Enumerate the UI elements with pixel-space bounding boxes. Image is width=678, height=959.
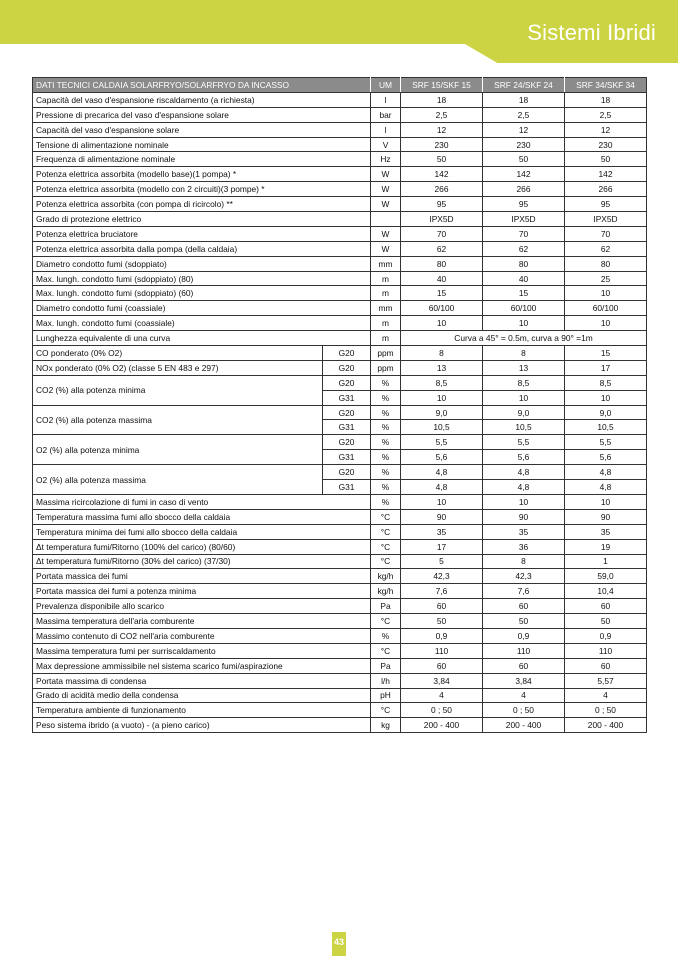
value-cell: 5,6 [565,450,647,465]
value-cell: 80 [565,256,647,271]
value-cell: 90 [401,509,483,524]
unit: Hz [371,152,401,167]
row-label: Portata massima di condensa [33,673,371,688]
merged-value-cell: Curva a 45° = 0.5m, curva a 90° =1m [401,331,647,346]
technical-data-table [32,77,647,733]
value-cell: 230 [483,137,565,152]
value-cell: 4,8 [565,465,647,480]
page-title: Sistemi Ibridi [527,20,656,45]
table-row [33,524,647,539]
row-label: Potenza elettrica assorbita (modello base)(1 pompa) * [33,167,371,182]
value-cell: 25 [565,271,647,286]
table-row [33,465,647,480]
row-label: Portata massica dei fumi [33,569,371,584]
table-row [33,316,647,331]
table-row [33,241,647,256]
value-cell: 9,0 [401,405,483,420]
row-label: Grado di protezione elettrico [33,212,371,227]
value-cell: IPX5D [565,212,647,227]
unit: l [371,92,401,107]
value-cell: 42,3 [401,569,483,584]
value-cell: IPX5D [483,212,565,227]
unit: % [371,435,401,450]
table-row [33,137,647,152]
value-cell: 13 [483,360,565,375]
value-cell: 10 [401,316,483,331]
unit [371,212,401,227]
gas-type: G31 [323,480,371,495]
unit: % [371,465,401,480]
unit: % [371,405,401,420]
unit: % [371,420,401,435]
unit: mm [371,256,401,271]
value-cell: 266 [565,182,647,197]
value-cell: 4 [565,688,647,703]
table-row [33,167,647,182]
row-label: Diametro condotto fumi (sdoppiato) [33,256,371,271]
table-row [33,182,647,197]
value-cell: 4 [483,688,565,703]
row-label: Portata massica dei fumi a potenza minima [33,584,371,599]
unit: % [371,480,401,495]
value-cell: 3,84 [483,673,565,688]
unit: kg [371,718,401,733]
unit: °C [371,524,401,539]
table-row [33,658,647,673]
value-cell: 17 [401,539,483,554]
row-label: Max. lungh. condotto fumi (sdoppiato) (80) [33,271,371,286]
unit: V [371,137,401,152]
value-cell: 50 [565,614,647,629]
row-label: Tensione di alimentazione nominale [33,137,371,152]
row-label: O2 (%) alla potenza massima [33,465,323,495]
value-cell: 62 [483,241,565,256]
value-cell: 80 [401,256,483,271]
table-row [33,509,647,524]
unit: °C [371,614,401,629]
unit: mm [371,301,401,316]
value-cell: 3,84 [401,673,483,688]
unit: % [371,450,401,465]
value-cell: 5,6 [483,450,565,465]
value-cell: 90 [483,509,565,524]
table-row [33,569,647,584]
row-label: Potenza elettrica bruciatore [33,226,371,241]
unit: W [371,197,401,212]
value-cell: 230 [401,137,483,152]
value-cell: 8,5 [401,375,483,390]
gas-type: G20 [323,465,371,480]
unit: ppm [371,346,401,361]
table-row [33,584,647,599]
table-row [33,226,647,241]
unit: pH [371,688,401,703]
value-cell: 10,5 [565,420,647,435]
value-cell: 0 ; 50 [401,703,483,718]
table-row [33,152,647,167]
value-cell: 70 [483,226,565,241]
value-cell: 10 [401,390,483,405]
unit: l/h [371,673,401,688]
value-cell: 5,5 [565,435,647,450]
value-cell: 142 [565,167,647,182]
unit: % [371,390,401,405]
value-cell: 0,9 [401,628,483,643]
row-label: Pressione di precarica del vaso d'espansione solare [33,107,371,122]
value-cell: 35 [483,524,565,539]
value-cell: 5 [401,554,483,569]
value-cell: 15 [401,286,483,301]
value-cell: IPX5D [401,212,483,227]
value-cell: 110 [401,643,483,658]
table-row [33,718,647,733]
gas-type: G20 [323,435,371,450]
row-label: Potenza elettrica assorbita dalla pompa (della caldaia) [33,241,371,256]
table-row [33,271,647,286]
value-cell: 8 [483,554,565,569]
unit: % [371,494,401,509]
value-cell: 70 [401,226,483,241]
unit: Pa [371,599,401,614]
value-cell: 18 [565,92,647,107]
unit: °C [371,703,401,718]
value-cell: 10 [565,390,647,405]
table-row [33,122,647,137]
table-row [33,539,647,554]
value-cell: 95 [483,197,565,212]
row-label: O2 (%) alla potenza minima [33,435,323,465]
header-cell: UM [371,78,401,93]
value-cell: 70 [565,226,647,241]
value-cell: 10 [483,390,565,405]
value-cell: 9,0 [565,405,647,420]
unit: W [371,241,401,256]
value-cell: 0,9 [565,628,647,643]
table-row [33,703,647,718]
table-row [33,375,647,390]
value-cell: 60 [565,599,647,614]
header-cell: DATI TECNICI CALDAIA SOLARFRYO/SOLARFRYO DA INCASSO [33,78,371,93]
value-cell: 4,8 [483,480,565,495]
value-cell: 60/100 [565,301,647,316]
page-number: 43 [332,932,346,956]
value-cell: 5,6 [401,450,483,465]
value-cell: 142 [483,167,565,182]
header-cell: SRF 15/SKF 15 [401,78,483,93]
row-label: Grado di acidità medio della condensa [33,688,371,703]
row-label: Prevalenza disponibile allo scarico [33,599,371,614]
table-row [33,286,647,301]
table-row [33,494,647,509]
value-cell: 60 [401,658,483,673]
row-label: Massima temperatura dell'aria comburente [33,614,371,629]
value-cell: 60/100 [483,301,565,316]
table-row [33,628,647,643]
value-cell: 8,5 [483,375,565,390]
value-cell: 35 [401,524,483,539]
row-label: Capacità del vaso d'espansione solare [33,122,371,137]
value-cell: 62 [401,241,483,256]
table-row [33,673,647,688]
value-cell: 50 [483,152,565,167]
row-label: Peso sistema ibrido (a vuoto) - (a pieno carico) [33,718,371,733]
unit: % [371,628,401,643]
table-row [33,107,647,122]
value-cell: 0 ; 50 [483,703,565,718]
value-cell: 95 [401,197,483,212]
row-label: Δt temperatura fumi/Ritorno (100% del carico) (80/60) [33,539,371,554]
row-label: Potenza elettrica assorbita (con pompa di ricircolo) ** [33,197,371,212]
value-cell: 50 [401,614,483,629]
value-cell: 5,5 [483,435,565,450]
value-cell: 60/100 [401,301,483,316]
table-row [33,212,647,227]
table-row [33,92,647,107]
row-label: CO2 (%) alla potenza minima [33,375,323,405]
value-cell: 10,4 [565,584,647,599]
value-cell: 0,9 [483,628,565,643]
unit: kg/h [371,584,401,599]
value-cell: 59,0 [565,569,647,584]
value-cell: 8 [483,346,565,361]
value-cell: 12 [401,122,483,137]
value-cell: 2,5 [565,107,647,122]
table-row [33,197,647,212]
gas-type: G31 [323,390,371,405]
unit: °C [371,554,401,569]
unit: °C [371,643,401,658]
value-cell: 4,8 [401,480,483,495]
value-cell: 15 [483,286,565,301]
table-row [33,554,647,569]
value-cell: 50 [401,152,483,167]
table-row [33,346,647,361]
table-row [33,614,647,629]
value-cell: 13 [401,360,483,375]
gas-type: G31 [323,450,371,465]
row-label: Capacità del vaso d'espansione riscaldamento (a richiesta) [33,92,371,107]
value-cell: 60 [483,658,565,673]
value-cell: 90 [565,509,647,524]
value-cell: 200 - 400 [483,718,565,733]
unit: Pa [371,658,401,673]
value-cell: 5,57 [565,673,647,688]
value-cell: 50 [483,614,565,629]
row-label: Max. lungh. condotto fumi (sdoppiato) (60) [33,286,371,301]
value-cell: 15 [565,346,647,361]
value-cell: 17 [565,360,647,375]
value-cell: 42,3 [483,569,565,584]
unit: l [371,122,401,137]
unit: % [371,375,401,390]
value-cell: 2,5 [483,107,565,122]
row-label: Temperatura ambiente di funzionamento [33,703,371,718]
value-cell: 7,6 [483,584,565,599]
row-label: Max depressione ammissibile nel sistema scarico fumi/aspirazione [33,658,371,673]
value-cell: 62 [565,241,647,256]
table-row [33,301,647,316]
table-row [33,360,647,375]
value-cell: 50 [565,152,647,167]
gas-type: G20 [323,346,371,361]
value-cell: 2,5 [401,107,483,122]
gas-type: G20 [323,375,371,390]
value-cell: 10 [565,316,647,331]
row-label: Temperatura minima dei fumi allo sbocco della caldaia [33,524,371,539]
gas-type: G20 [323,360,371,375]
unit: m [371,271,401,286]
table-row [33,405,647,420]
row-label: Lunghezza equivalente di una curva [33,331,371,346]
table-row [33,435,647,450]
value-cell: 35 [565,524,647,539]
row-label: Massimo contenuto di CO2 nell'aria comburente [33,628,371,643]
value-cell: 266 [401,182,483,197]
unit: bar [371,107,401,122]
value-cell: 12 [483,122,565,137]
value-cell: 4,8 [401,465,483,480]
value-cell: 12 [565,122,647,137]
unit: W [371,182,401,197]
value-cell: 10 [401,494,483,509]
value-cell: 0 ; 50 [565,703,647,718]
unit: m [371,286,401,301]
value-cell: 10,5 [483,420,565,435]
value-cell: 9,0 [483,405,565,420]
value-cell: 19 [565,539,647,554]
row-label: CO2 (%) alla potenza massima [33,405,323,435]
value-cell: 95 [565,197,647,212]
table-row [33,599,647,614]
row-label: Frequenza di alimentazione nominale [33,152,371,167]
value-cell: 200 - 400 [565,718,647,733]
row-label: Max. lungh. condotto fumi (coassiale) [33,316,371,331]
value-cell: 10 [565,494,647,509]
value-cell: 10 [565,286,647,301]
value-cell: 4,8 [483,465,565,480]
value-cell: 110 [483,643,565,658]
unit: W [371,226,401,241]
unit: m [371,316,401,331]
value-cell: 142 [401,167,483,182]
value-cell: 8 [401,346,483,361]
value-cell: 110 [565,643,647,658]
unit: kg/h [371,569,401,584]
value-cell: 80 [483,256,565,271]
row-label: NOx ponderato (0% O2) (classe 5 EN 483 e 297) [33,360,323,375]
row-label: Temperatura massima fumi allo sbocco della caldaia [33,509,371,524]
value-cell: 266 [483,182,565,197]
header-cell: SRF 24/SKF 24 [483,78,565,93]
value-cell: 40 [401,271,483,286]
value-cell: 60 [483,599,565,614]
value-cell: 60 [565,658,647,673]
value-cell: 200 - 400 [401,718,483,733]
row-label: Massima ricircolazione di fumi in caso di vento [33,494,371,509]
value-cell: 10 [483,316,565,331]
table-row [33,643,647,658]
value-cell: 60 [401,599,483,614]
table-row [33,256,647,271]
value-cell: 4,8 [565,480,647,495]
table-row [33,331,647,346]
value-cell: 10,5 [401,420,483,435]
header-cell: SRF 34/SKF 34 [565,78,647,93]
unit: m [371,331,401,346]
row-label: Diametro condotto fumi (coassiale) [33,301,371,316]
value-cell: 18 [483,92,565,107]
value-cell: 8,5 [565,375,647,390]
value-cell: 7,6 [401,584,483,599]
table-row [33,688,647,703]
row-label: Massima temperatura fumi per surriscaldamento [33,643,371,658]
row-label: Potenza elettrica assorbita (modello con 2 circuiti)(3 pompe) * [33,182,371,197]
table-header-row [33,78,647,93]
gas-type: G20 [323,405,371,420]
unit: W [371,167,401,182]
value-cell: 5,5 [401,435,483,450]
row-label: CO ponderato (0% O2) [33,346,323,361]
unit: °C [371,509,401,524]
value-cell: 36 [483,539,565,554]
value-cell: 4 [401,688,483,703]
unit: °C [371,539,401,554]
value-cell: 1 [565,554,647,569]
row-label: Δt temperatura fumi/Ritorno (30% del carico) (37/30) [33,554,371,569]
value-cell: 18 [401,92,483,107]
gas-type: G31 [323,420,371,435]
value-cell: 10 [483,494,565,509]
value-cell: 40 [483,271,565,286]
unit: ppm [371,360,401,375]
value-cell: 230 [565,137,647,152]
